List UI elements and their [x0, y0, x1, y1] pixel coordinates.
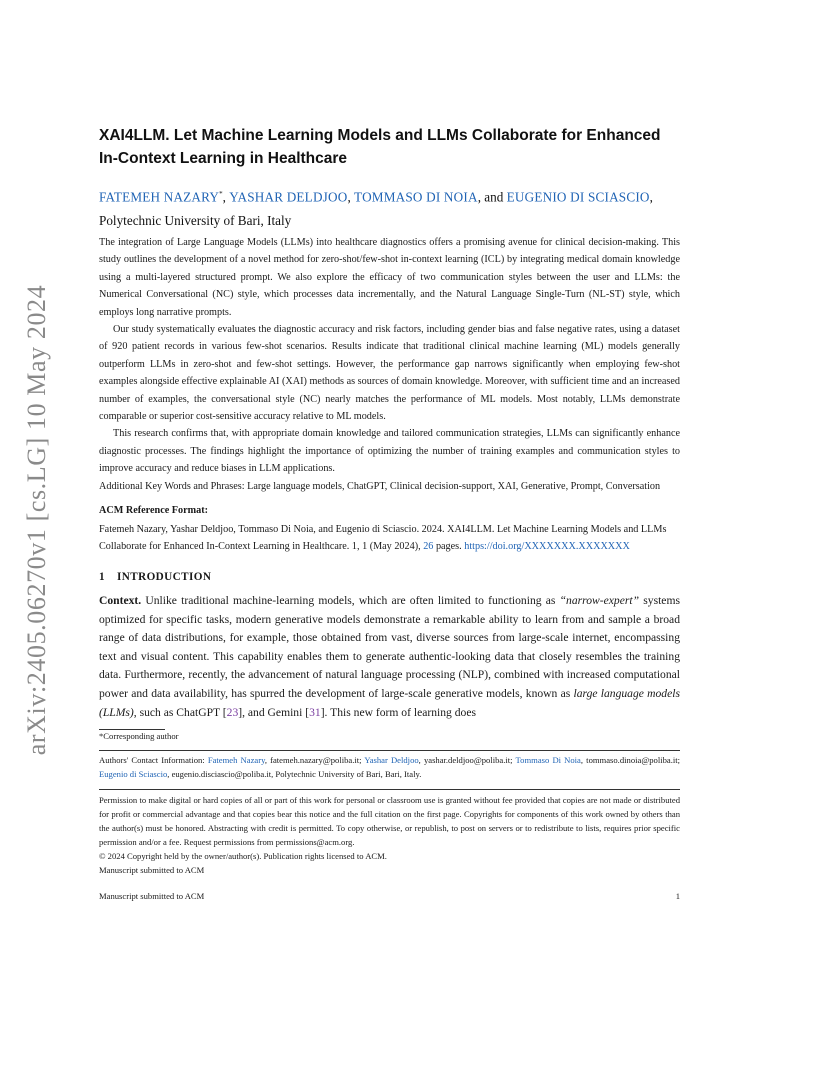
- intro-emphasis: large language models (LLMs): [99, 686, 680, 719]
- page-number: 1: [675, 891, 680, 901]
- manuscript-note: Manuscript submitted to ACM: [99, 865, 205, 875]
- contact-link-dinoia[interactable]: Tommaso Di Noia: [515, 755, 581, 765]
- section-heading-introduction: [99, 571, 211, 583]
- intro-text: ], and Gemini [: [238, 705, 310, 719]
- intro-emphasis: “narrow-expert”: [559, 594, 640, 607]
- pages-link[interactable]: 26: [423, 541, 434, 552]
- abstract-paragraph-2: Our study systematically evaluates the diagnostic accuracy and risk factors, including gender bias and false negative rates, using a dataset of 920 patient records in various few-shot scenarios. Results indicate that traditional clinical machine learning (ML) models generally outperform LLMs in zero-shot and few-shot settings. However, the performance gap narrows significantly when employing few-shot examples alongside effective explainable AI (XAI) methods as sources of domain knowledge. Moreover, with sufficient time and an increased number of examples, the conversational style (NC) nearly matches the performance of ML models. Most notably, LLMs demonstrate comparable or superior cost-sensitive accuracy relative to ML models.: [99, 324, 680, 423]
- intro-text: , such as ChatGPT [: [133, 705, 227, 719]
- author-link-dinoia[interactable]: TOMMASO DI NOIA: [354, 189, 478, 205]
- author-link-deldjoo[interactable]: YASHAR DELDJOO: [229, 189, 348, 205]
- contact-prefix: Authors' Contact Information:: [99, 755, 208, 765]
- permission-notice: [99, 793, 680, 877]
- acm-reference-heading: ACM Reference Format:: [99, 505, 208, 516]
- introduction-paragraph: [99, 592, 680, 722]
- contact-email: , fatemeh.nazary@poliba.it;: [264, 755, 365, 765]
- section-title: INTRODUCTION: [117, 571, 212, 583]
- footnote: *Corresponding author: [99, 731, 179, 741]
- contact-information: [99, 753, 680, 781]
- author-list: FATEMEH NAZARY*, YASHAR DELDJOO, TOMMASO DI NOIA, and EUGENIO DI SCIASCIO, Polytechnic University of Bari, Italy: [99, 189, 653, 229]
- abstract: [99, 234, 680, 478]
- abstract-paragraph-3: This research confirms that, with appropriate domain knowledge and tailored communication strategies, LLMs can significantly enhance diagnostic processes. The findings highlight the importance of optimizing the number of training examples and communication styles to improve accuracy and reduce biases in LLM applications.: [99, 428, 680, 475]
- paragraph-lead: Context.: [99, 594, 142, 607]
- doi-link[interactable]: https://doi.org/XXXXXXX.XXXXXXX: [464, 541, 630, 552]
- contact-link-deldjoo[interactable]: Yashar Deldjoo: [364, 755, 419, 765]
- corresponding-mark: *: [219, 190, 223, 198]
- abstract-paragraph-1: The integration of Large Language Models (LLMs) into healthcare diagnostics offers a promising avenue for clinical decision-making. This study outlines the development of a novel method for zero-shot/few-shot in-context learning (ICL) by integrating medical domain knowledge using a multi-layered structured prompt. We also explore the efficacy of two communication styles between the user and LLMs: the Numerical Conversational (NC) style, which processes data incrementally, and the Natural Language Single-Turn (NL-ST) style, which employs long narrative prompts.: [99, 237, 680, 318]
- contact-email: , eugenio.disciascio@poliba.it, Polytechnic University of Bari, Bari, Italy.: [167, 769, 422, 779]
- intro-text: ]. This new form of learning does: [320, 705, 476, 719]
- author-link-disciascio[interactable]: EUGENIO DI SCIASCIO: [506, 189, 650, 205]
- contact-email: , yashar.deldjoo@poliba.it;: [418, 755, 516, 765]
- paper-title: [99, 124, 680, 170]
- author-conjunction: , and: [477, 189, 507, 205]
- permission-text: Permission to make digital or hard copies of all or part of this work for personal or classroom use is granted without fee provided that copies are not made or distributed for profit or commercial advantage and that copies bear this notice and the full citation on the first page. Copyrights for components of this work owned by others than the author(s) must be honored. Abstracting with credit is permitted. To copy otherwise, or republish, to post on servers or to redistribute to lists, requires prior specific permission and/or a fee. Request permissions from permissions@acm.org.: [99, 795, 680, 847]
- arxiv-id: arXiv:2405.06270v1 [cs.LG] 10 May 2024: [22, 284, 51, 756]
- section-number: 1: [99, 571, 105, 583]
- contact-link-nazary[interactable]: Fatemeh Nazary: [207, 755, 265, 765]
- title-line-1: XAI4LLM. Let Machine Learning Models and LLMs Collaborate for Enhanced: [99, 127, 661, 144]
- author-link-nazary[interactable]: FATEMEH NAZARY: [99, 189, 220, 205]
- contact-email: , tommaso.dinoia@poliba.it;: [580, 755, 681, 765]
- pages-suffix: pages.: [433, 541, 465, 552]
- title-line-2: In-Context Learning in Healthcare: [99, 150, 348, 167]
- citation-link[interactable]: 31: [309, 705, 321, 719]
- citation-link[interactable]: 23: [226, 705, 239, 719]
- divider: [99, 789, 680, 790]
- acm-reference: [99, 521, 680, 555]
- footer-left: Manuscript submitted to ACM: [99, 891, 205, 901]
- intro-text: systems optimized for specific tasks, modern generative models demonstrate a remarkable ability to learn from and sample a broad range of data distributions, for example, those obtained from vast, diverse sources from large-scale internet, encompassing text and visual content. This capability enables them to generate authentic-looking data that closely resembles the training data. Furthermore, recently, the advancement of natural language processing (NLP), combined with increased computational power and data availability, has spurred the development of large-scale generative models, known as: [99, 594, 680, 700]
- acm-reference-text: Fatemeh Nazary, Yashar Deldjoo, Tommaso Di Noia, and Eugenio di Sciascio. 2024. XAI4LLM. Let Machine Learning Models and LLMs Collaborate for Enhanced In-Context Learning in Healthcare. 1, 1 (May 2024),: [99, 524, 667, 552]
- footnote-rule: [99, 729, 165, 730]
- divider: [99, 750, 680, 751]
- arxiv-sidebar-stamp: [22, 270, 52, 770]
- contact-link-disciascio[interactable]: Eugenio di Sciascio: [99, 769, 168, 779]
- keywords: Additional Key Words and Phrases: Large language models, ChatGPT, Clinical decision-support, XAI, Generative, Prompt, Conversation: [99, 481, 661, 492]
- affiliation: Polytechnic University of Bari, Italy: [99, 213, 292, 229]
- copyright-line: © 2024 Copyright held by the owner/author(s). Publication rights licensed to ACM.: [99, 851, 387, 861]
- intro-text: Unlike traditional machine-learning models, which are often limited to functioning as: [141, 594, 560, 607]
